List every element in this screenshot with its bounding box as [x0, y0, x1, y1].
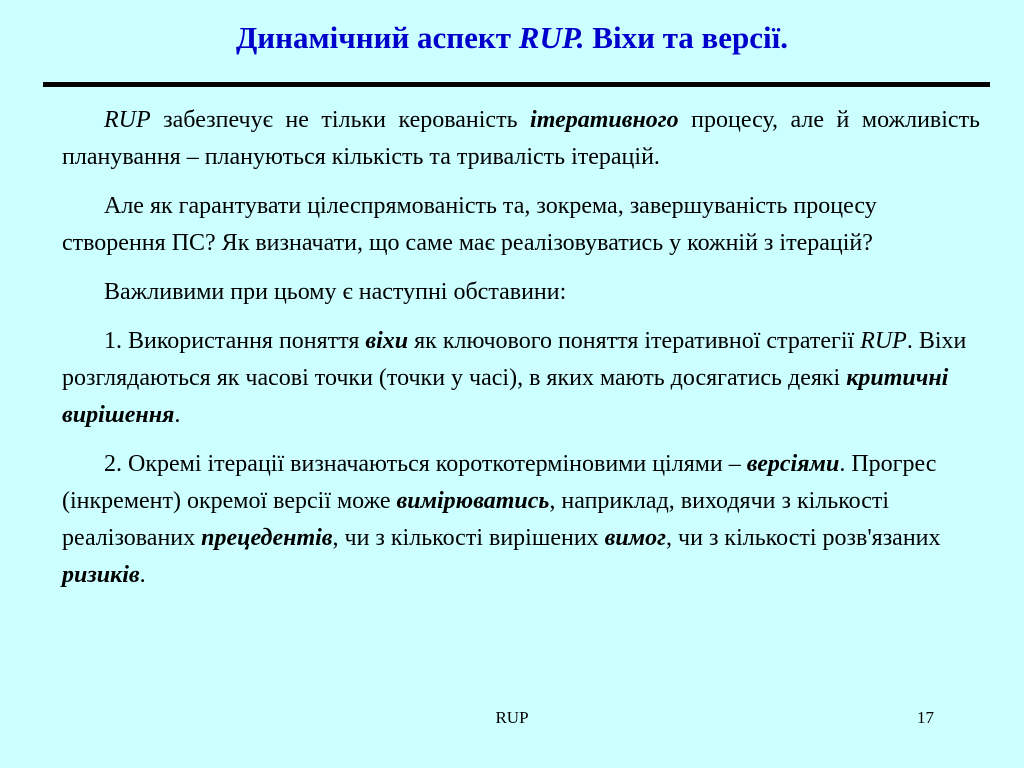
text-run: .	[139, 562, 146, 588]
term-measured: вимірюватись	[396, 488, 550, 514]
text-run: , чи з кількості вирішених	[332, 525, 605, 551]
title-rup: RUP.	[518, 20, 585, 55]
term-risks: ризиків	[62, 562, 140, 588]
text-run: 1. Використання поняття	[104, 328, 366, 354]
paragraph-2: Але як гарантувати цілеспрямованість та, зокрема, завершуваність процесу створення ПС? Як визначати, що саме має реалізовуватись у кожній з ітерацій?	[62, 193, 877, 256]
text-run: , наприклад, виходячи з кількості реалізованих	[62, 488, 890, 551]
slide-body	[62, 102, 980, 594]
text-run: як ключового поняття ітеративної стратегії	[408, 328, 861, 354]
text-run: , чи з кількості розв'язаних	[666, 525, 941, 551]
text-run: процесу, але й можливість планування – плануються кількість та тривалість ітерацій.	[62, 107, 981, 170]
term-rup: RUP	[860, 328, 907, 354]
term-iterative: ітеративного	[530, 107, 679, 133]
term-versions: версіями	[746, 451, 840, 477]
term-rup: RUP	[104, 107, 151, 133]
footer-label: RUP	[495, 708, 529, 727]
text-run: . Віхи розглядаються як часові точки (точки у часі), в яких мають досягатись деякі	[62, 328, 967, 391]
paragraph-3: Важливими при цьому є наступні обставини:	[104, 279, 567, 305]
term-critical-decisions: критичні вирішення	[62, 365, 949, 428]
text-run: . Прогрес (інкремент) окремої версії може	[62, 451, 937, 514]
title-text-end: Віхи та версії.	[584, 20, 789, 55]
text-run: .	[174, 402, 181, 428]
paragraph-4	[62, 323, 980, 434]
text-run: 2. Окремі ітерації визначаються короткотерміновими цілями –	[104, 451, 747, 477]
title-divider	[43, 82, 990, 87]
paragraph-1	[62, 102, 980, 176]
term-milestone: віхи	[365, 328, 409, 354]
term-use-cases: прецедентів	[201, 525, 333, 551]
term-requirements: вимог	[604, 525, 667, 551]
page-number: 17	[917, 708, 934, 727]
title-text: Динамічний аспект	[235, 20, 519, 55]
paragraph-5	[62, 446, 980, 594]
slide-title	[0, 18, 1024, 58]
text-run: забезпечує не тільки керованість	[150, 107, 531, 133]
